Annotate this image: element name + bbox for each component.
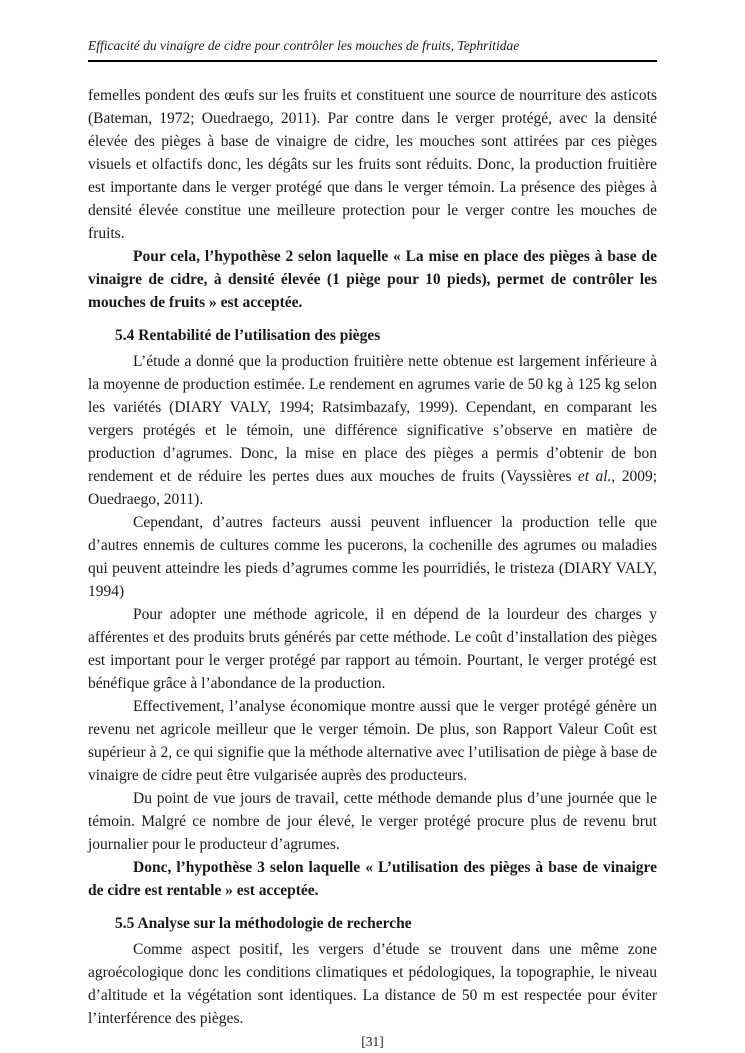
text-run: L’étude a donné que la production fruitière nette obtenue est largement inférieure à la moyenne de production estimée. Le rendement en agrumes varie de 50 kg à 125 kg selon les variétés (DIARY VALY, 1994; Ratsimbazafy, 1999). Cependant, en comparant les vergers protégés et le témoin, une différence significative s’observe en matière de production d’agrumes. Donc, la mise en place des pièges a permis d’obtenir de bon rendement et de réduire les pertes dues aux mouches de fruits (Vayssières bbox=[88, 353, 657, 485]
text-run: 5.4 Rentabilité de l’utilisation des pièges bbox=[115, 327, 381, 344]
document-content bbox=[88, 84, 657, 1053]
paragraph bbox=[88, 603, 657, 695]
text-run: Pour adopter une méthode agricole, il en dépend de la lourdeur des charges y afférentes et des produits bruts générés par cette méthode. Le coût d’installation des pièges est important pour le verger protégé par rapport au témoin. Pourtant, le verger protégé est bénéfique grâce à l’abondance de la production. bbox=[88, 606, 657, 692]
paragraph bbox=[88, 695, 657, 787]
text-run: femelles pondent des œufs sur les fruits et constituent une source de nourriture des asticots (Bateman, 1972; Ouedraego, 2011). Par contre dans le verger protégé, avec la densité élevée des pièges à base de vinaigre de cidre, les mouches sont attirées par ces pièges visuels et olfactifs donc, les dégâts sur les fruits sont réduits. Donc, la production fruitière est importante dans le verger protégé que dans le verger témoin. La présence des pièges à densité élevée constitue une meilleure protection pour le verger contre les mouches de fruits. bbox=[88, 87, 657, 242]
paragraph bbox=[88, 938, 657, 1030]
running-header-title: Efficacité du vinaigre de cidre pour contrôler les mouches de fruits, Tephritidae bbox=[88, 38, 520, 53]
paragraph bbox=[88, 511, 657, 603]
running-header bbox=[88, 38, 657, 62]
text-run: Du point de vue jours de travail, cette méthode demande plus d’une journée que le témoin. Malgré ce nombre de jour élevé, le verger protégé procure plus de revenu brut journalier pour le producteur d’agrumes. bbox=[88, 790, 657, 853]
paragraph bbox=[88, 84, 657, 245]
paragraph bbox=[88, 856, 657, 902]
italic-text-run: et al. bbox=[577, 468, 612, 485]
text-run: Effectivement, l’analyse économique montre aussi que le verger protégé génère un revenu net agricole meilleur que le verger témoin. De plus, son Rapport Valeur Coût est supérieur à 2, ce qui signifie que la méthode alternative avec l’utilisation de piège à base de vinaigre de cidre peut être vulgarisée auprès des producteurs. bbox=[88, 698, 657, 784]
document-body bbox=[88, 84, 657, 1030]
page-number: [31] bbox=[361, 1034, 384, 1049]
section-heading bbox=[115, 324, 657, 347]
paragraph bbox=[88, 350, 657, 511]
paragraph bbox=[88, 245, 657, 314]
paragraph bbox=[88, 787, 657, 856]
text-run: , 2009; Ouedraego, 2011). bbox=[88, 468, 657, 508]
text-run: Comme aspect positif, les vergers d’étude se trouvent dans une même zone agroécologique donc les conditions climatiques et pédologiques, la topographie, le niveau d’altitude et la végétation sont identiques. La distance de 50 m est respectée pour éviter l’interférence des pièges. bbox=[88, 941, 657, 1027]
section-heading bbox=[115, 912, 657, 935]
text-run: 5.5 Analyse sur la méthodologie de recherche bbox=[115, 915, 412, 932]
text-run: Donc, l’hypothèse 3 selon laquelle « L’utilisation des pièges à base de vinaigre de cidre est rentable » est acceptée. bbox=[88, 859, 657, 899]
text-run: Cependant, d’autres facteurs aussi peuvent influencer la production telle que d’autres ennemis de cultures comme les pucerons, la cochenille des agrumes ou maladies qui peuvent atteindre les pieds d’agrumes comme les pourridiés, le tristeza (DIARY VALY, 1994) bbox=[88, 514, 657, 600]
text-run: Pour cela, l’hypothèse 2 selon laquelle « La mise en place des pièges à base de vinaigre de cidre, à densité élevée (1 piège pour 10 pieds), permet de contrôler les mouches de fruits » est acceptée. bbox=[88, 248, 657, 311]
